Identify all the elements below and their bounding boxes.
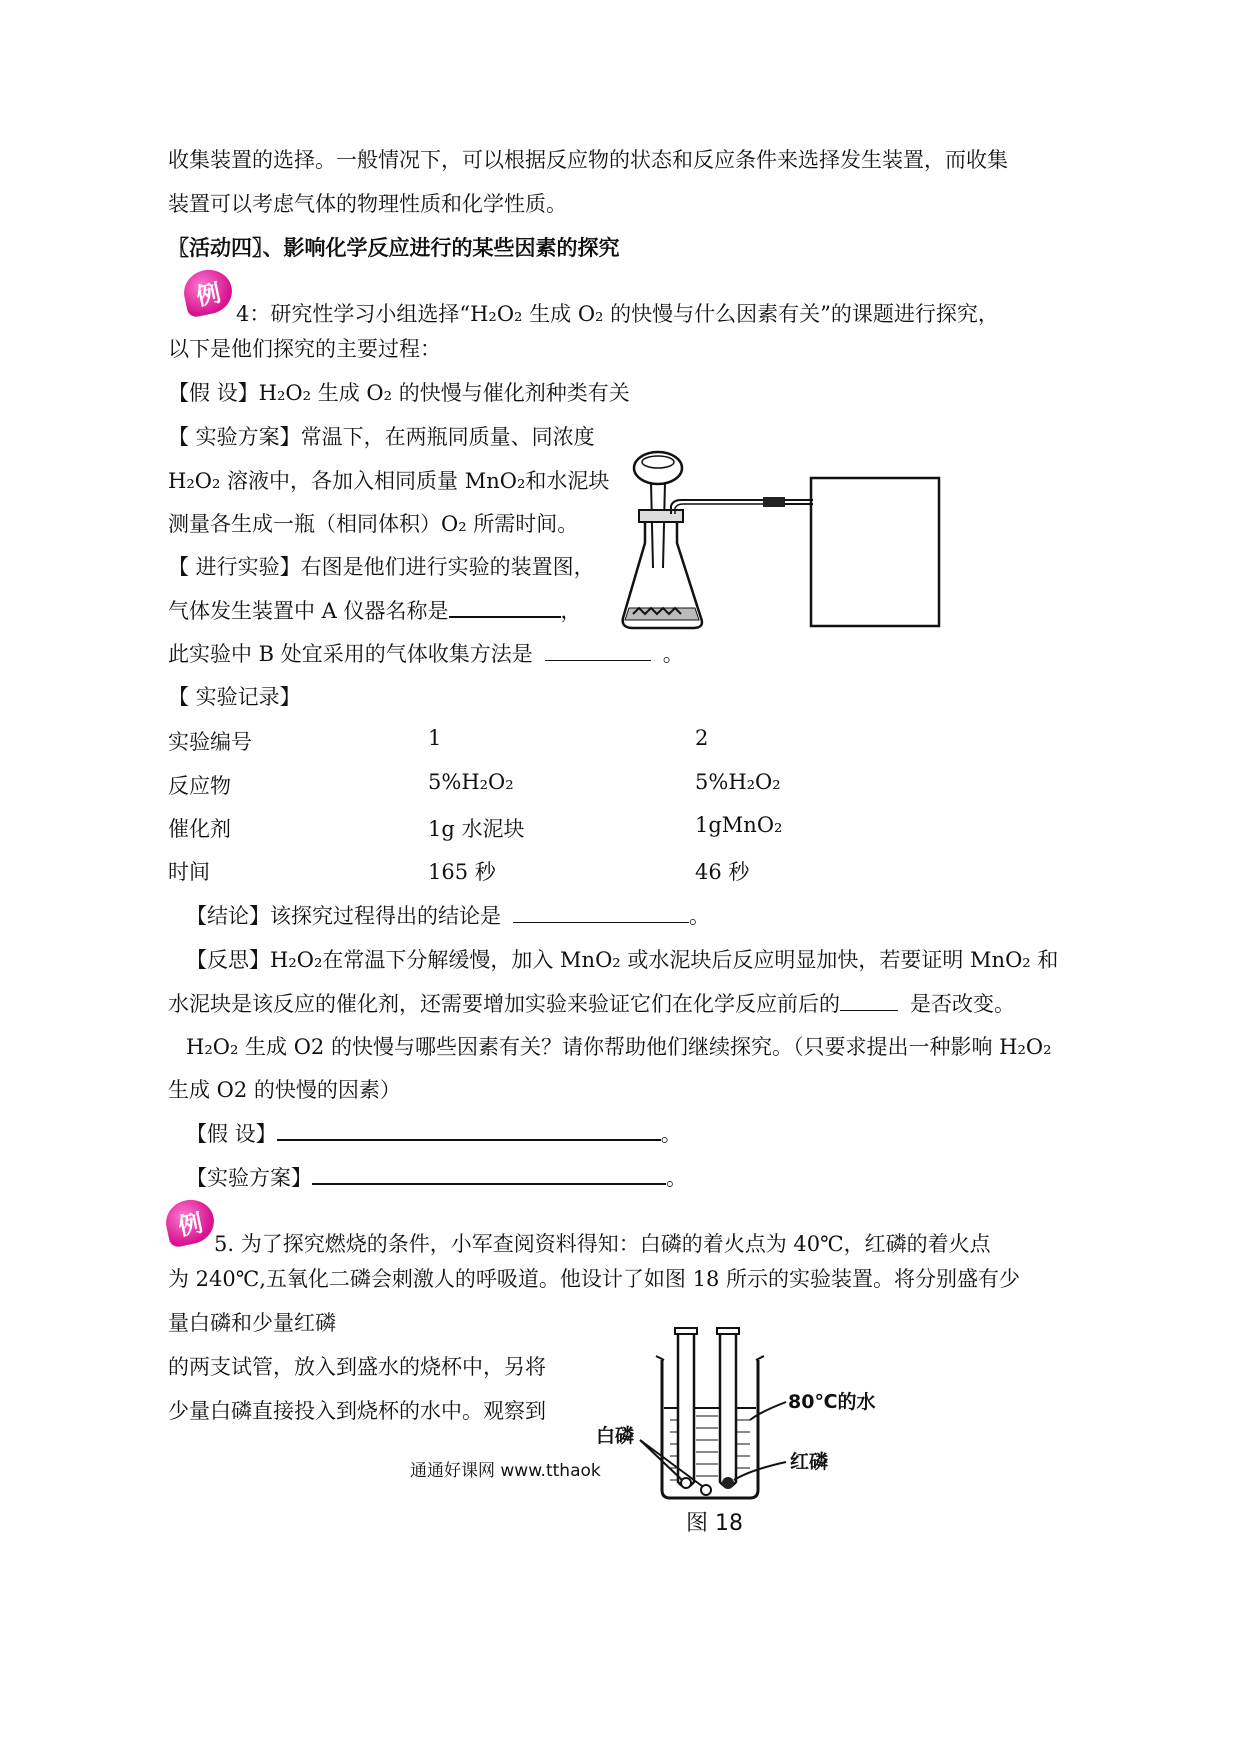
ex5-line-1: 5. 为了探究燃烧的条件，小军查阅资料得知：白磷的着火点为 40℃，红磷的着火点 [214, 1232, 991, 1256]
table-cell: 1 [428, 726, 442, 750]
ex4-further-2: 生成 O2 的快慢的因素） [168, 1078, 401, 1102]
label-white-phosphorus: 白磷 [596, 1425, 635, 1447]
apparatus-diagram [615, 448, 945, 638]
intro-line-2: 装置可以考虑气体的物理性质和化学性质。 [168, 192, 567, 216]
ex4-experiment-3 [168, 638, 684, 668]
ex4-line-1: 4：研究性学习小组选择“H₂O₂ 生成 O₂ 的快慢与什么因素有关”的课题进行探究， [236, 302, 999, 326]
ex4-plan-2-label: 【实验方案】 [186, 1166, 312, 1190]
table-cell: 5%H₂O₂ [695, 770, 781, 794]
ex4-reflect-2 [168, 988, 1015, 1018]
punct: 。 [666, 1166, 687, 1190]
table-cell: 催化剂 [168, 817, 231, 841]
ex4-experiment-3-text: 此实验中 B 处宜采用的气体收集方法是 [168, 642, 533, 666]
ex5-line-3: 量白磷和少量红磷 [168, 1311, 336, 1335]
table-cell: 2 [695, 726, 709, 750]
answer-blank-hypothesis[interactable] [277, 1119, 661, 1141]
table-cell: 165 秒 [428, 860, 496, 884]
answer-blank-reflect[interactable] [840, 992, 898, 1011]
ex4-line-2: 以下是他们探究的主要过程： [168, 337, 441, 361]
punct: 。 [662, 642, 684, 666]
ex4-experiment-2-text: 气体发生装置中 A 仪器名称是 [168, 599, 449, 623]
punct: ， [560, 599, 582, 623]
table-cell: 1g 水泥块 [428, 817, 525, 841]
answer-blank-plan[interactable] [312, 1163, 666, 1185]
ex4-conclusion [186, 900, 710, 930]
figure-18-diagram [590, 1320, 890, 1545]
answer-blank-collection-method[interactable] [545, 642, 651, 661]
ex4-hypothesis-2 [186, 1118, 682, 1148]
ex4-reflect-2-suffix: 是否改变。 [910, 992, 1015, 1016]
ex4-reflect-1: 【反思】H₂O₂在常温下分解缓慢，加入 MnO₂ 或水泥块后反应明显加快，若要证明 MnO₂ 和 [186, 948, 1059, 972]
punct: 。 [660, 1122, 682, 1146]
ex4-experiment-1: 【 进行实验】右图是他们进行实验的装置图， [168, 555, 595, 579]
footer-watermark: 通通好课网 www.tthaok [410, 1461, 601, 1481]
ex4-hypothesis-2-label: 【假 设】 [186, 1122, 277, 1146]
ex5-line-2: 为 240℃,五氧化二磷会刺激人的呼吸道。他设计了如图 18 所示的实验装置。将分别盛有少 [168, 1267, 1020, 1291]
example-badge-icon: 例 [180, 265, 236, 318]
answer-blank-conclusion[interactable] [513, 904, 689, 923]
table-cell: 46 秒 [695, 860, 750, 884]
ex4-further-1: H₂O₂ 生成 O2 的快慢与哪些因素有关？请你帮助他们继续探究。（只要求提出一种影响 H₂O₂ [186, 1035, 1052, 1059]
intro-line-1: 收集装置的选择。一般情况下，可以根据反应物的状态和反应条件来选择发生装置，而收集 [168, 148, 1008, 172]
table-cell: 1gMnO₂ [695, 813, 783, 837]
punct: 。 [689, 904, 710, 928]
answer-blank-instrument-a[interactable] [449, 596, 561, 618]
figure-18-caption: 图 18 [686, 1511, 743, 1536]
ex4-plan-3: 测量各生成一瓶（相同体积）O₂ 所需时间。 [168, 512, 579, 536]
ex4-hypothesis: 【假 设】H₂O₂ 生成 O₂ 的快慢与催化剂种类有关 [168, 381, 630, 405]
example-badge-icon: 例 [162, 1195, 218, 1248]
ex4-plan-2: H₂O₂ 溶液中，各加入相同质量 MnO₂和水泥块 [168, 469, 610, 493]
ex4-experiment-2 [168, 595, 582, 625]
table-cell: 时间 [168, 860, 210, 884]
ex4-conclusion-text: 【结论】该探究过程得出的结论是 [186, 904, 501, 928]
table-cell: 实验编号 [168, 730, 252, 754]
table-cell: 5%H₂O₂ [428, 770, 514, 794]
ex5-line-5: 少量白磷直接投入到烧杯的水中。观察到 [168, 1399, 546, 1423]
ex5-line-4: 的两支试管，放入到盛水的烧杯中，另将 [168, 1355, 546, 1379]
ex4-reflect-2-text: 水泥块是该反应的催化剂，还需要增加实验来验证它们在化学反应前后的 [168, 992, 840, 1016]
ex4-record-title: 【 实验记录】 [168, 685, 301, 709]
ex4-plan-2-line [186, 1162, 687, 1192]
ex4-plan-1: 【 实验方案】常温下，在两瓶同质量、同浓度 [168, 425, 595, 449]
activity-4-title: 〖活动四〗、影响化学反应进行的某些因素的探究 [168, 235, 620, 260]
table-cell: 反应物 [168, 774, 231, 798]
label-water: 80℃的水 [788, 1391, 876, 1413]
label-red-phosphorus: 红磷 [790, 1451, 829, 1473]
